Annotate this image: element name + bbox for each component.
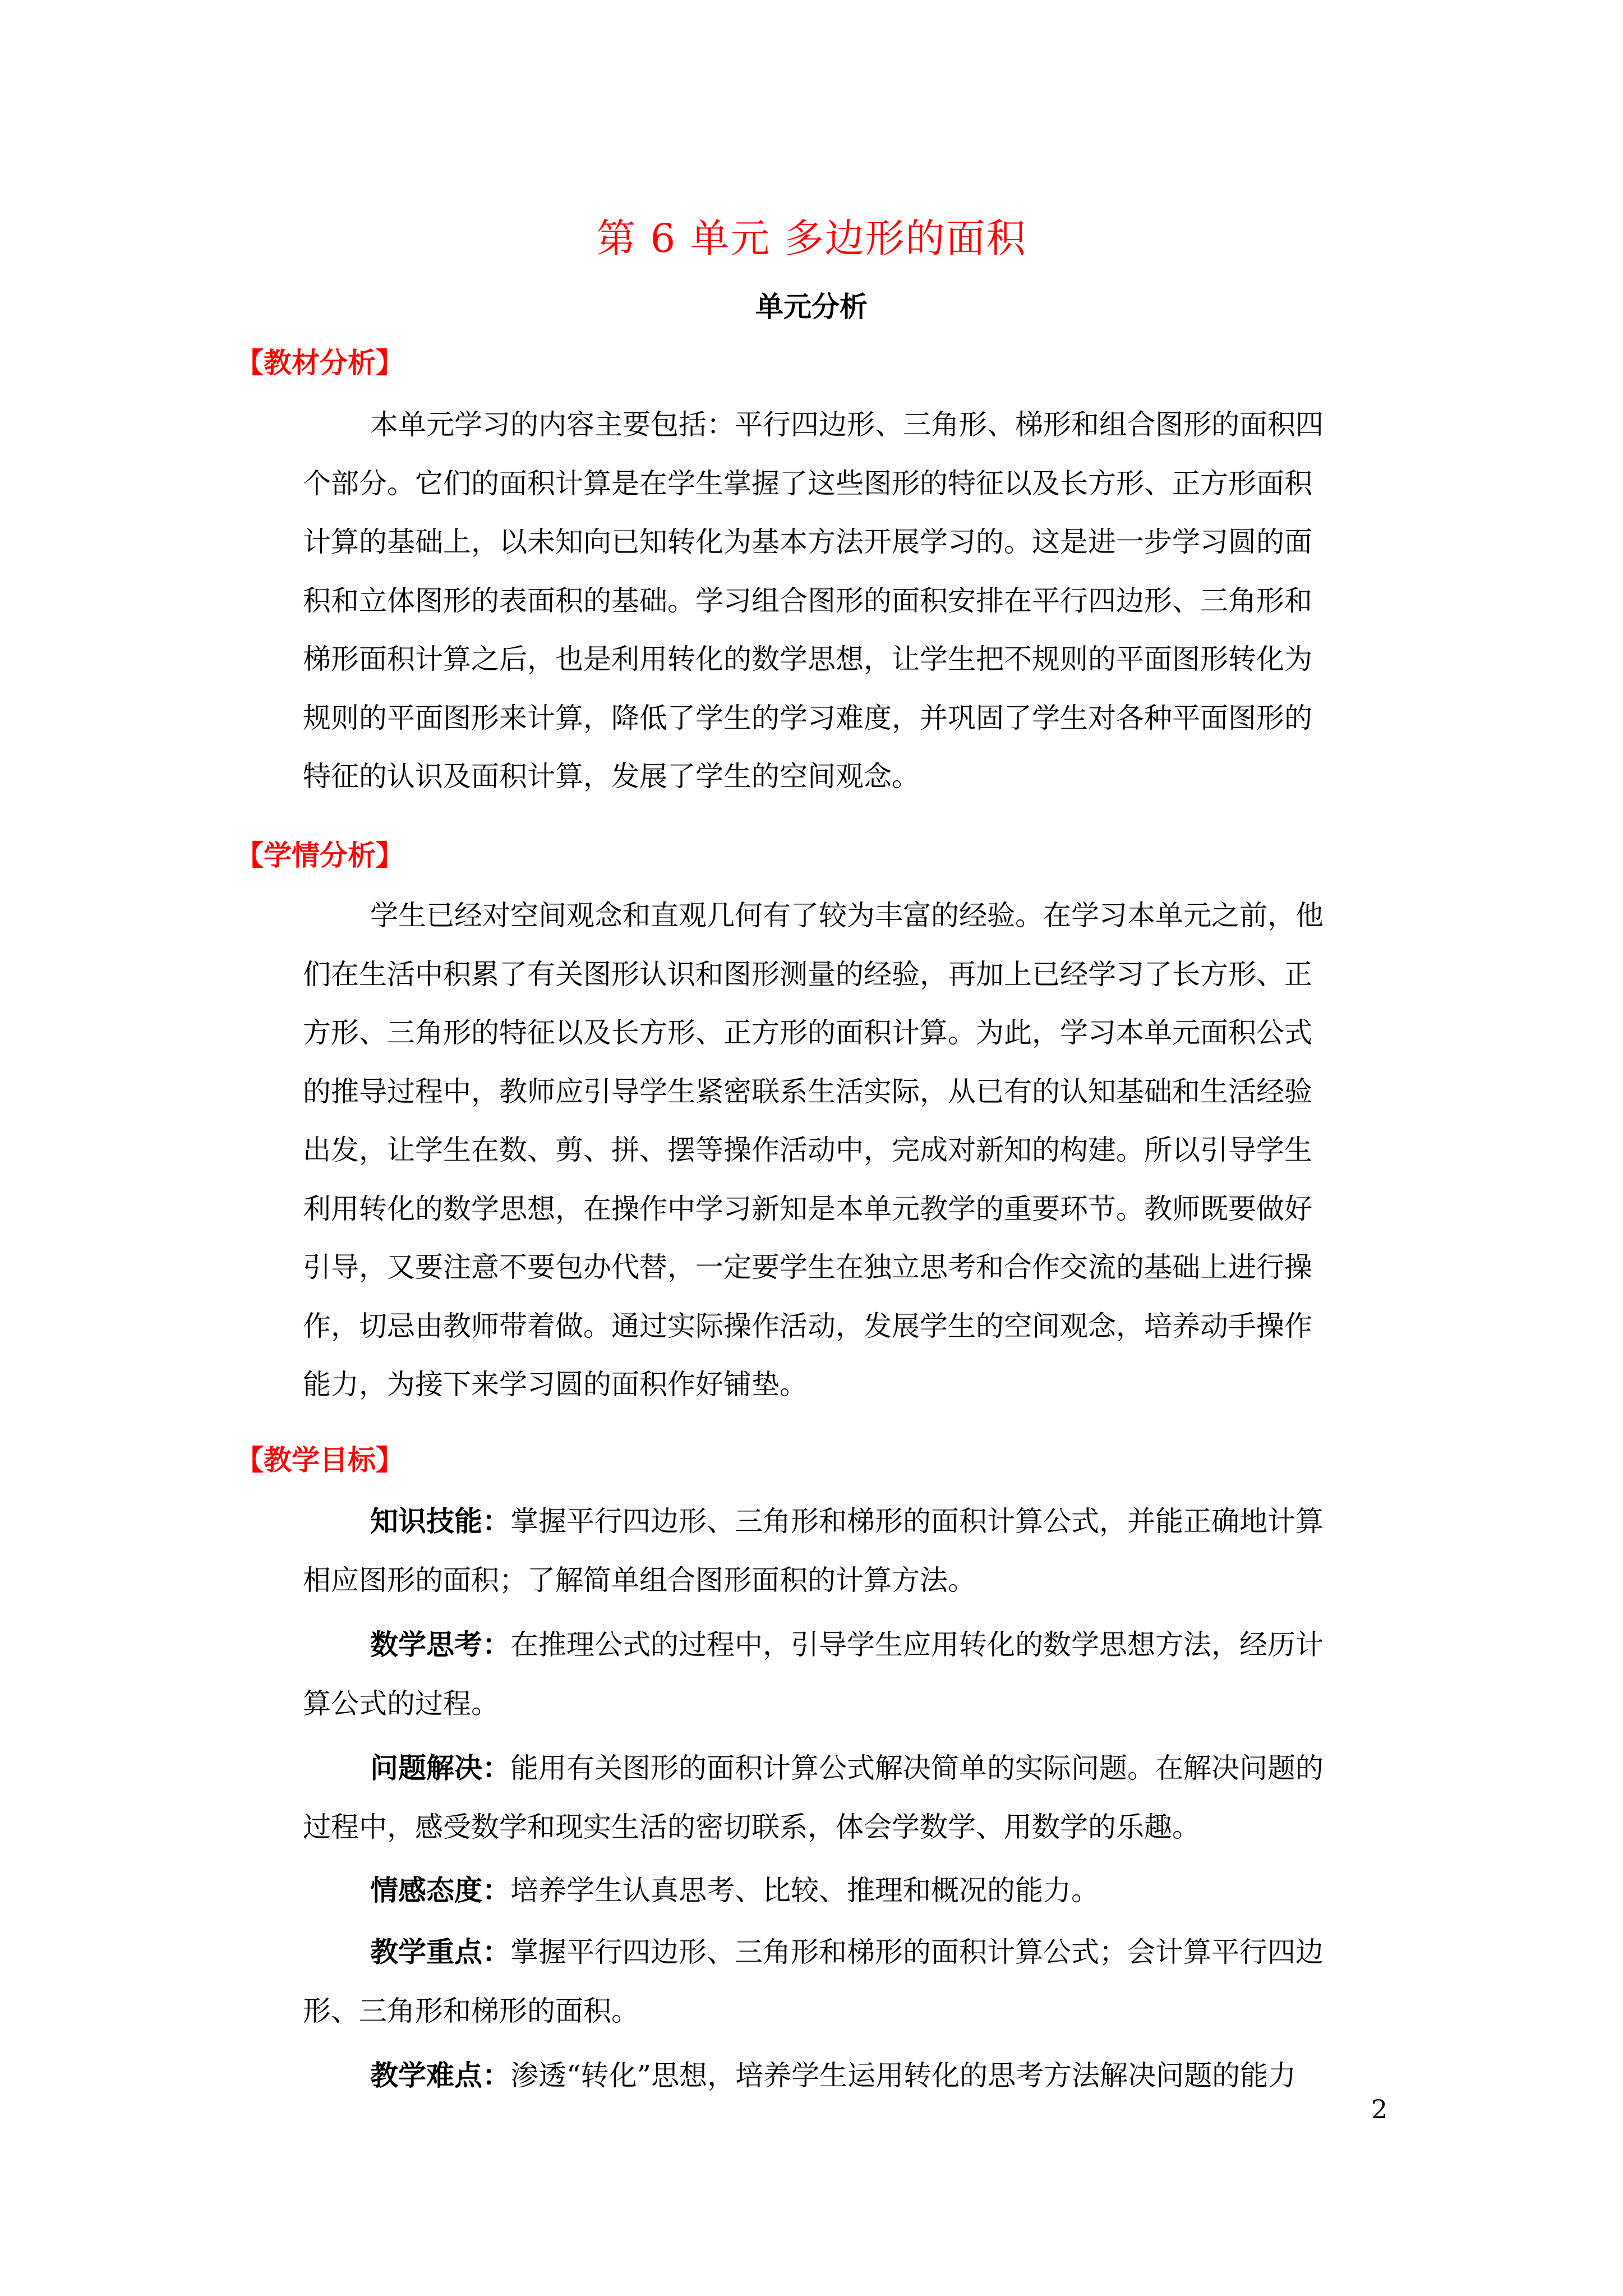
goal-text: 掌握平行四边形、三角形和梯形的面积计算公式，并能正确地计算 <box>510 1505 1324 1538</box>
goal-text: 掌握平行四边形、三角形和梯形的面积计算公式；会计算平行四边 <box>510 1936 1324 1968</box>
unit-subtitle: 单元分析 <box>755 290 868 323</box>
paragraph-line: 梯形面积计算之后，也是利用转化的数学思想，让学生把不规则的平面图形转化为 <box>303 643 1312 675</box>
goal-label: 教学重点： <box>370 1935 510 1968</box>
paragraph-line: 作，切忌由教师带着做。通过实际操作活动，发展学生的空间观念，培养动手操作 <box>303 1309 1312 1342</box>
goal-label: 知识技能： <box>370 1504 510 1538</box>
goal-label: 情感态度： <box>370 1874 510 1907</box>
goal-problem-solving <box>303 1739 1346 1856</box>
goal-text: 在推理公式的过程中，引导学生应用转化的数学思想方法，经历计 <box>510 1628 1324 1661</box>
goal-label: 数学思考： <box>370 1628 510 1661</box>
paragraph-line: 出发，让学生在数、剪、拼、摆等操作活动中，完成对新知的构建。所以引导学生 <box>303 1134 1312 1166</box>
goal-knowledge-skills <box>303 1492 1346 1609</box>
textbook-analysis-paragraph <box>303 395 1346 806</box>
student-analysis-paragraph <box>303 886 1346 1414</box>
paragraph-line: 学生已经对空间观念和直观几何有了较为丰富的经验。在学习本单元之前，他 <box>370 899 1324 932</box>
goal-text: 算公式的过程。 <box>303 1687 499 1720</box>
goal-text: 渗透“转化”思想，培养学生运用转化的思考方法解决问题的能力 <box>510 2059 1297 2092</box>
paragraph-line: 本单元学习的内容主要包括：平行四边形、三角形、梯形和组合图形的面积四 <box>370 408 1324 441</box>
goal-text: 培养学生认真思考、比较、推理和概况的能力。 <box>510 1874 1099 1907</box>
goal-difficulties <box>303 2046 1346 2105</box>
paragraph-line: 能力，为接下来学习圆的面积作好铺垫。 <box>303 1368 808 1401</box>
unit-title: 第 6 单元 多边形的面积 <box>596 215 1027 261</box>
goal-math-thinking <box>303 1616 1346 1733</box>
goal-text: 相应图形的面积；了解简单组合图形面积的计算方法。 <box>303 1563 976 1596</box>
section-heading-textbook: 【教材分析】 <box>236 346 404 379</box>
page-number: 2 <box>1371 2094 1388 2124</box>
paragraph-line: 利用转化的数学思想，在操作中学习新知是本单元教学的重要环节。教师既要做好 <box>303 1192 1312 1225</box>
goal-label: 问题解决： <box>370 1751 510 1784</box>
goal-text: 能用有关图形的面积计算公式解决简单的实际问题。在解决问题的 <box>510 1752 1324 1784</box>
paragraph-line: 计算的基础上，以未知向已知转化为基本方法开展学习的。这是进一步学习圆的面 <box>303 526 1312 558</box>
paragraph-line: 们在生活中积累了有关图形认识和图形测量的经验，再加上已经学习了长方形、正 <box>303 958 1312 991</box>
paragraph-line: 引导，又要注意不要包办代替，一定要学生在独立思考和合作交流的基础上进行操 <box>303 1251 1312 1283</box>
goal-attitude <box>303 1861 1346 1920</box>
goal-text: 形、三角形和梯形的面积。 <box>303 1994 639 2027</box>
paragraph-line: 特征的认识及面积计算，发展了学生的空间观念。 <box>303 760 920 793</box>
paragraph-line: 方形、三角形的特征以及长方形、正方形的面积计算。为此，学习本单元面积公式 <box>303 1016 1312 1049</box>
goal-text: 过程中，感受数学和现实生活的密切联系，体会学数学、用数学的乐趣。 <box>303 1810 1200 1843</box>
paragraph-line: 个部分。它们的面积计算是在学生掌握了这些图形的特征以及长方形、正方形面积 <box>303 467 1312 500</box>
paragraph-line: 的推导过程中，教师应引导学生紧密联系生活实际，从已有的认知基础和生活经验 <box>303 1075 1312 1108</box>
paragraph-line: 规则的平面图形来计算，降低了学生的学习难度，并巩固了学生对各种平面图形的 <box>303 701 1312 734</box>
goal-key-points <box>303 1923 1346 2040</box>
paragraph-line: 积和立体图形的表面积的基础。学习组合图形的面积安排在平行四边形、三角形和 <box>303 584 1312 617</box>
section-heading-students: 【学情分析】 <box>236 839 404 872</box>
section-heading-goals: 【教学目标】 <box>236 1443 404 1476</box>
goal-label: 教学难点： <box>370 2059 510 2092</box>
